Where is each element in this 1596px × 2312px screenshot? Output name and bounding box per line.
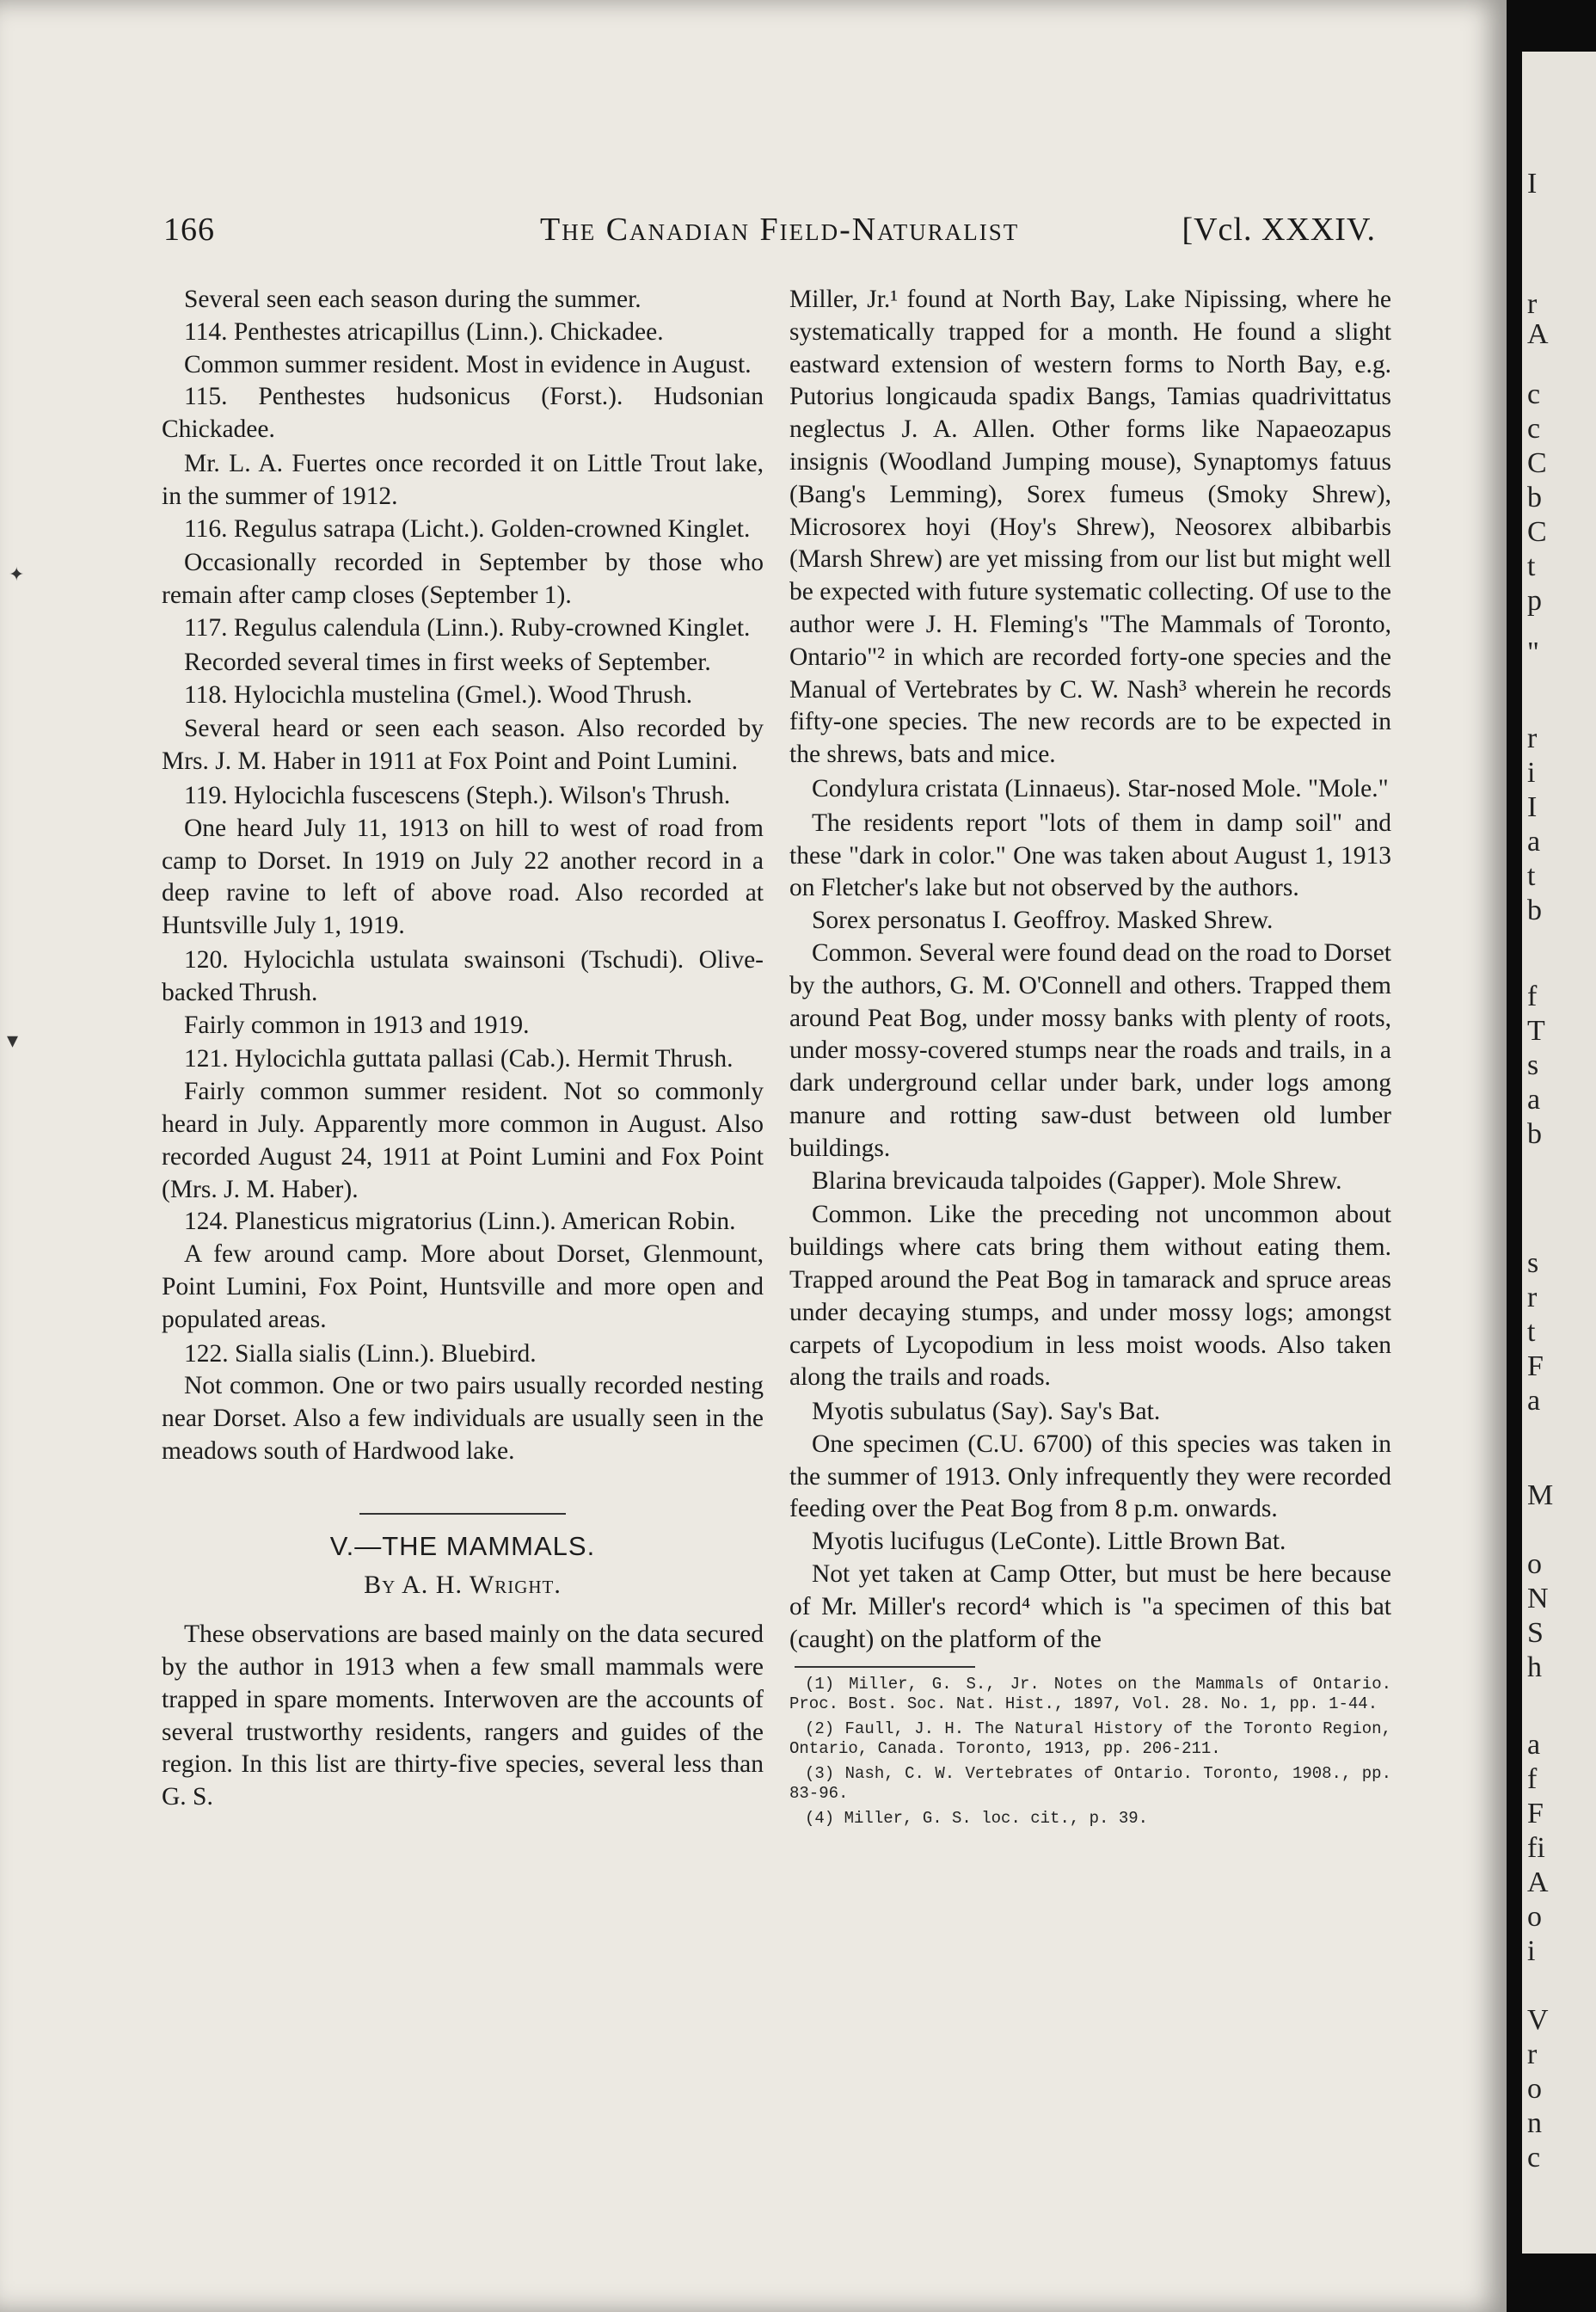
adjacent-page-fragment: a (1527, 1084, 1541, 1116)
paragraph: Not common. One or two pairs usually recorded nesting near Dorset. Also a few individuals are usually seen in the meadows south of Hardwood lake. (162, 1372, 764, 1465)
adjacent-page-fragment: T (1527, 1015, 1545, 1047)
adjacent-page-fragment: I (1527, 168, 1538, 200)
adjacent-page-fragment: r (1527, 288, 1538, 320)
adjacent-page-fragment: s (1527, 1049, 1539, 1081)
adjacent-page-fragment: i (1527, 757, 1536, 789)
species-entry: 118. Hylocichla mustelina (Gmel.). Wood Thrush. (184, 680, 693, 709)
right-column (789, 284, 1391, 1834)
species-entry: Myotis subulatus (Say). Say's Bat. (812, 1398, 1161, 1426)
section-byline: By A. H. Wright. (364, 1571, 562, 1600)
scan-mark: ✦ (9, 563, 25, 585)
adjacent-page-fragment: c (1527, 378, 1541, 410)
adjacent-page-fragment: a (1527, 826, 1541, 858)
species-entry: 124. Planesticus migratorius (Linn.). American Robin. (184, 1208, 736, 1236)
adjacent-page-fragment: fi (1527, 1832, 1545, 1864)
species-entry: 121. Hylocichla guttata pallasi (Cab.). Hermit Thrush. (184, 1045, 734, 1073)
adjacent-page-fragment: S (1527, 1617, 1544, 1649)
species-entry: Myotis lucifugus (LeConte). Little Brown Bat. (812, 1528, 1286, 1556)
species-entry: Sorex personatus I. Geoffroy. Masked Shrew. (812, 907, 1274, 935)
species-entry: 114. Penthestes atricapillus (Linn.). Chickadee. (184, 317, 664, 346)
adjacent-page-fragment: f (1527, 1763, 1538, 1795)
paragraph: Recorded several times in first weeks of September. (184, 648, 711, 676)
adjacent-page-fragment: s (1527, 1247, 1539, 1279)
adjacent-page-fragment: p (1527, 585, 1542, 617)
adjacent-page-fragment: b (1527, 1118, 1542, 1150)
adjacent-page-fragment: r (1527, 722, 1538, 754)
left-column (162, 284, 764, 1814)
paragraph: Not yet taken at Camp Otter, but must be here because of Mr. Miller's record⁴ which is "a specimen of this bat (caught) on the platform of the (789, 1560, 1391, 1653)
paragraph: Miller, Jr.¹ found at North Bay, Lake Nipissing, where he systematically trapped for a month. He found a slight eastward extension of western forms to North Bay, e.g. Putorius longicauda spadix Bangs, Tamias quadrivittatus neglectus J. A. Allen. Other forms like Napaeozapus insignis (Woodland Jumping mouse), Synaptomys fatuus (Bang's Lemming), Sorex fumeus (Smoky Shrew), Microsorex hoyi (Hoy's Shrew), Neosorex albibarbis (Marsh Shrew) are yet missing from our list but might well be expected with future systematic collecting. Of use to the author were J. H. Fleming's "The Mammals of Toronto, Ontario"² in which are recorded forty-one species and the Manual of Vertebrates by C. W. Nash³ wherein he records fifty-one species. The new records are to be expected in the shrews, bats and mice. (789, 286, 1391, 769)
adjacent-page-fragment: c (1527, 413, 1541, 445)
adjacent-page-fragment: I (1527, 791, 1538, 823)
volume-label: [Vcl. XXXIV. (1182, 212, 1376, 248)
species-entry: 120. Hylocichla ustulata swainsoni (Tschudi). Olive-backed Thrush. (162, 945, 764, 1006)
adjacent-page-fragment: a (1527, 1385, 1541, 1417)
adjacent-page-fragment: C (1527, 447, 1547, 479)
adjacent-page-fragment: M (1527, 1479, 1554, 1511)
footnote: (1) Miller, G. S., Jr. Notes on the Mammals of Ontario. Proc. Bost. Soc. Nat. Hist., 1897, Vol. 28. No. 1, pp. 1-44. (789, 1675, 1391, 1714)
species-entry: 116. Regulus satrapa (Licht.). Golden-crowned Kinglet. (184, 514, 751, 543)
paragraph: These observations are based mainly on the data secured by the author in 1913 when a few small mammals were trapped in spare moments. Interwoven are the accounts of several trustworthy residents, rangers and guides of the region. In this list are thirty-five species, several less than G. S. (162, 1620, 764, 1811)
adjacent-page-fragment: A (1527, 1866, 1549, 1898)
paragraph: Occasionally recorded in September by those who remain after camp closes (September 1). (162, 549, 764, 610)
species-entry: Blarina brevicauda talpoides (Gapper). Mole Shrew. (812, 1166, 1342, 1195)
species-entry: 117. Regulus calendula (Linn.). Ruby-crowned Kinglet. (184, 613, 751, 642)
adjacent-page-fragment: A (1527, 318, 1549, 350)
adjacent-page-fragment: o (1527, 2073, 1542, 2105)
running-title: The Canadian Field-Naturalist (540, 212, 1020, 248)
species-entry: 122. Sialla sialis (Linn.). Bluebird. (184, 1339, 537, 1368)
footnote: (3) Nash, C. W. Vertebrates of Ontario. Toronto, 1908., pp. 83-96. (789, 1764, 1391, 1804)
footnote-divider (795, 1666, 975, 1668)
page-number: 166 (163, 212, 215, 248)
adjacent-page-fragment: C (1527, 516, 1547, 548)
adjacent-page-fragment: V (1527, 2004, 1549, 2036)
adjacent-page-fragment: t (1527, 1316, 1536, 1348)
adjacent-page-fragment: r (1527, 2038, 1538, 2070)
adjacent-page-fragment: F (1527, 1350, 1544, 1382)
adjacent-page-fragment: t (1527, 860, 1536, 892)
adjacent-page-fragment: f (1527, 981, 1538, 1012)
adjacent-page-fragment: a (1527, 1729, 1541, 1761)
adjacent-page-fragment: n (1527, 2107, 1542, 2139)
adjacent-page-fragment: " (1527, 636, 1539, 668)
paragraph: Common summer resident. Most in evidence in August. (184, 350, 752, 378)
section-divider (359, 1513, 566, 1515)
paragraph: One heard July 11, 1913 on hill to west of road from camp to Dorset. In 1919 on July 22 another record in a deep ravine to left of above road. Also recorded at Huntsville July 1, 1919. (162, 814, 764, 940)
page-header (163, 211, 1384, 254)
species-entry: 119. Hylocichla fuscescens (Steph.). Wilson's Thrush. (184, 781, 731, 809)
adjacent-page-fragment: o (1527, 1901, 1542, 1933)
adjacent-page-fragment: F (1527, 1798, 1544, 1829)
adjacent-page-fragment: t (1527, 550, 1536, 582)
scan-mark: ▾ (7, 1028, 19, 1053)
paragraph: Several seen each season during the summer. (184, 286, 641, 313)
paragraph: The residents report "lots of them in damp soil" and these "dark in color." One was taken about August 1, 1913 on Fletcher's lake but not observed by the authors. (789, 809, 1391, 902)
footnote: (2) Faull, J. H. The Natural History of the Toronto Region, Ontario, Canada. Toronto, 1913, pp. 206-211. (789, 1719, 1391, 1759)
paragraph: A few around camp. More about Dorset, Glenmount, Point Lumini, Fox Point, Huntsville and more open and populated areas. (162, 1240, 764, 1333)
adjacent-page-fragment: b (1527, 895, 1542, 926)
adjacent-page-edge (1522, 52, 1596, 2254)
adjacent-page-fragment: i (1527, 1935, 1536, 1967)
footnote: (4) Miller, G. S. loc. cit., p. 39. (805, 1809, 1149, 1829)
paragraph: One specimen (C.U. 6700) of this species was taken in the summer of 1913. Only infrequently they were recorded feeding over the Peat Bog from 8 p.m. onwards. (789, 1430, 1391, 1523)
adjacent-page-fragment: N (1527, 1583, 1549, 1614)
adjacent-page-fragment: o (1527, 1548, 1542, 1580)
species-entry: 115. Penthestes hudsonicus (Forst.). Hudsonian Chickadee. (162, 383, 764, 444)
paragraph: Fairly common in 1913 and 1919. (184, 1011, 530, 1039)
adjacent-page-fragment: h (1527, 1651, 1542, 1683)
paragraph: Mr. L. A. Fuertes once recorded it on Little Trout lake, in the summer of 1912. (162, 449, 764, 510)
paragraph: Common. Several were found dead on the road to Dorset by the authors, G. M. O'Connell and others. Trapped them around Peat Bog, under mossy banks with plenty of roots, under mossy-covered stumps near the roads and trails, in a dark underground cellar under bark, under logs among manure and rotting saw-dust between old lumber buildings. (789, 938, 1391, 1162)
paragraph: Common. Like the preceding not uncommon about buildings where cats bring them without eating them. Trapped around the Peat Bog in tamarack and spruce areas under decaying stumps, and under mossy logs; amongst carpets of Lycopodium in less moist woods. Also taken along the trails and roads. (789, 1201, 1391, 1392)
adjacent-page-fragment: b (1527, 482, 1542, 513)
adjacent-page-fragment: r (1527, 1282, 1538, 1313)
species-entry: Condylura cristata (Linnaeus). Star-nosed Mole. "Mole." (812, 774, 1389, 802)
adjacent-page-fragment: c (1527, 2142, 1541, 2174)
section-title: V.—THE MAMMALS. (329, 1530, 596, 1561)
paragraph: Fairly common summer resident. Not so commonly heard in July. Apparently more common in August. Also recorded August 24, 1911 at Point Lumini and Fox Point (Mrs. J. M. Haber). (162, 1078, 764, 1203)
paragraph: Several heard or seen each season. Also recorded by Mrs. J. M. Haber in 1911 at Fox Point and Point Lumini. (162, 715, 764, 776)
